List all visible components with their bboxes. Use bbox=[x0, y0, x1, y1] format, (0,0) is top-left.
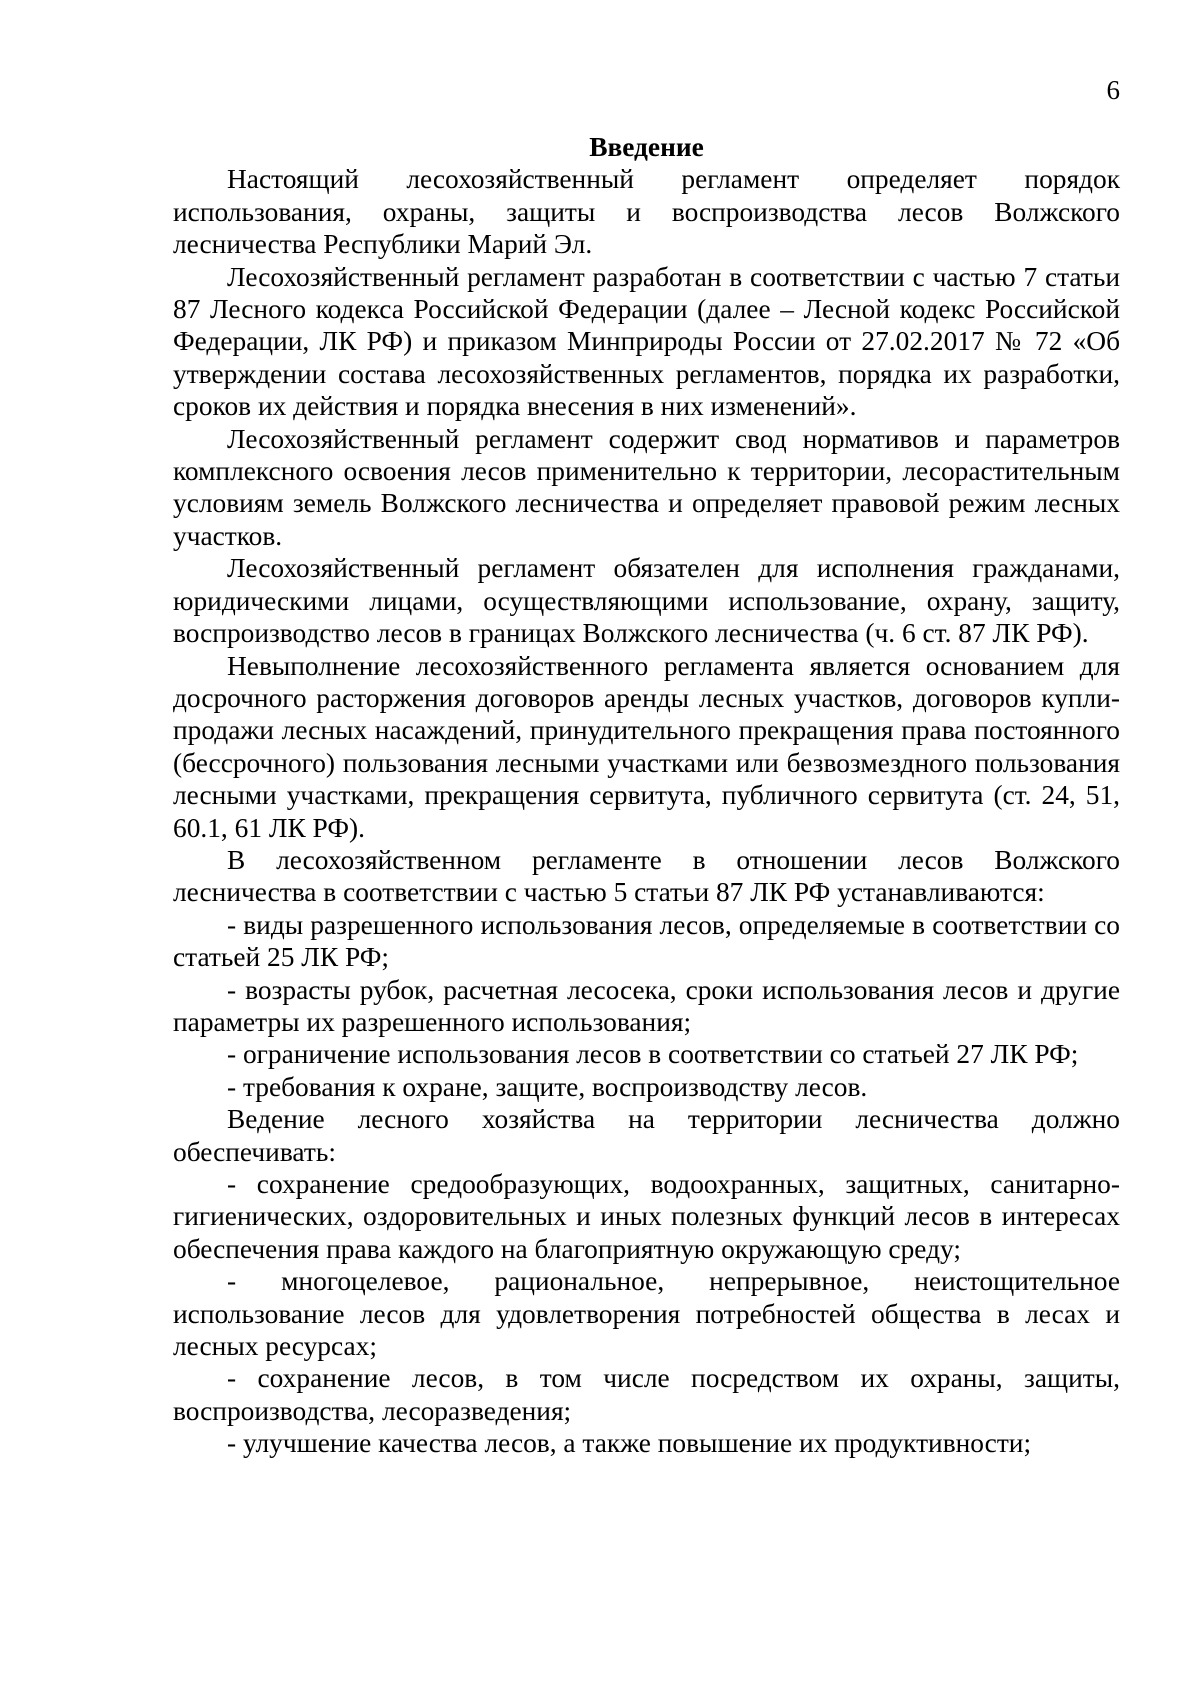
list-item: - возрасты рубок, расчетная лесосека, сроки использования лесов и другие параметры их разрешенного использования; bbox=[173, 974, 1120, 1037]
page-number: 6 bbox=[1106, 75, 1120, 105]
list-item: - требования к охране, защите, воспроизводству лесов. bbox=[227, 1071, 868, 1102]
list-item: - ограничение использования лесов в соответствии со статьей 27 ЛК РФ; bbox=[227, 1039, 1079, 1070]
list-item: - улучшение качества лесов, а также повышение их продуктивности; bbox=[227, 1428, 1032, 1459]
document-body bbox=[173, 131, 1120, 1460]
list-item: - виды разрешенного использования лесов, определяемые в соответствии со статьей 25 ЛК РФ; bbox=[173, 909, 1120, 973]
paragraph: Настоящий лесохозяйственный регламент определяет порядок использования, охраны, защиты и воспроизводства лесов Волжского лесничества Республики Марий Эл. bbox=[173, 164, 1120, 260]
paragraph: Лесохозяйственный регламент обязателен для исполнения гражданами, юридическими лицами, осуществляющими использование, охрану, защиту, воспроизводство лесов в границах Волжского лесничества (ч. 6 ст. 87 ЛК РФ). bbox=[173, 553, 1120, 649]
paragraph: Ведение лесного хозяйства на территории лесничества должно обеспечивать: bbox=[173, 1104, 1120, 1167]
list-item: - многоцелевое, рациональное, непрерывное, неистощительное использование лесов для удовлетворения потребностей общества в лесах и лесных ресурсах; bbox=[173, 1266, 1120, 1362]
section-heading: Введение bbox=[589, 132, 704, 162]
paragraph: В лесохозяйственном регламенте в отношении лесов Волжского лесничества в соответствии с частью 5 статьи 87 ЛК РФ устанавливаются: bbox=[173, 844, 1120, 908]
list-item: - сохранение лесов, в том числе посредством их охраны, защиты, воспроизводства, лесоразведения; bbox=[173, 1363, 1120, 1426]
paragraph: Невыполнение лесохозяйственного регламента является основанием для досрочного расторжения договоров аренды лесных участков, договоров купли-продажи лесных насаждений, принудительного прекращения права постоянного (бессрочного) пользования лесными участками или безвозмездного пользования лесными участками, прекращения сервитута, публичного сервитута (ст. 24, 51, 60.1, 61 ЛК РФ). bbox=[173, 650, 1120, 843]
paragraph: Лесохозяйственный регламент разработан в соответствии с частью 7 статьи 87 Лесного кодекса Российской Федерации (далее – Лесной кодекс Российской Федерации, ЛК РФ) и приказом Минприроды России от 27.02.2017 № 72 «Об утверждении состава лесохозяйственных регламентов, порядка их разработки, сроков их действия и порядка внесения в них изменений». bbox=[173, 261, 1120, 422]
paragraph: Лесохозяйственный регламент содержит свод нормативов и параметров комплексного освоения лесов применительно к территории, лесорастительным условиям земель Волжского лесничества и определяет правовой режим лесных участков. bbox=[173, 423, 1120, 551]
list-item: - сохранение средообразующих, водоохранных, защитных, санитарно-гигиенических, оздоровительных и иных полезных функций лесов в интересах обеспечения права каждого на благоприятную окружающую среду; bbox=[173, 1169, 1120, 1264]
